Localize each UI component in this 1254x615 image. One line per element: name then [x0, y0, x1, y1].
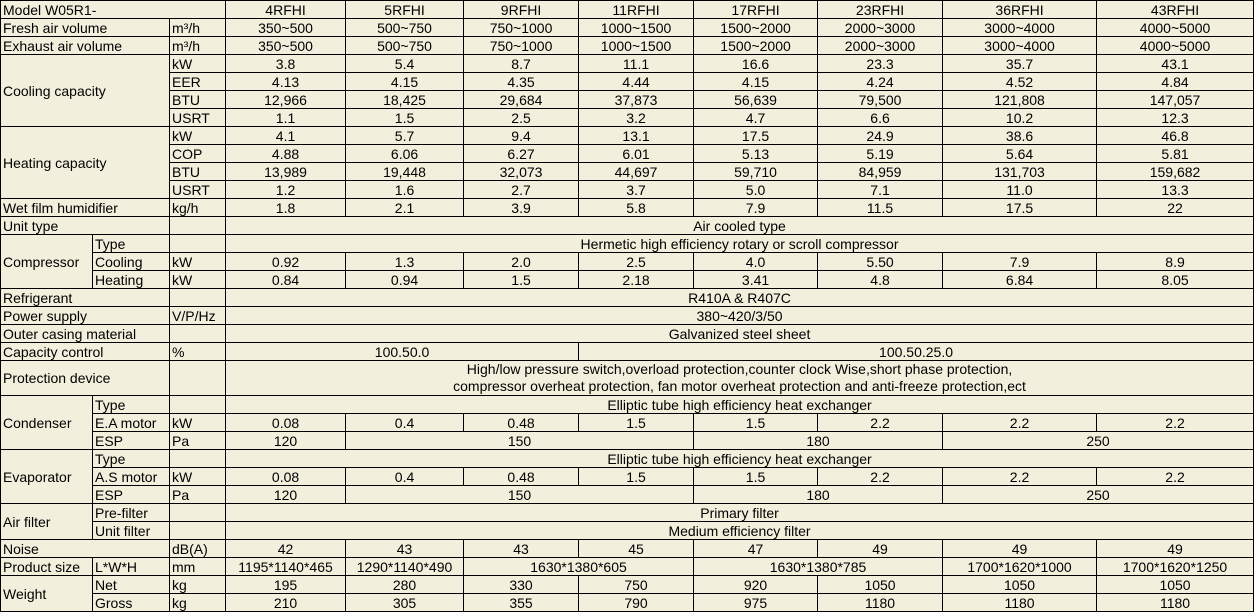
value-cell: 5.4	[346, 55, 464, 73]
value-cell: 1500~2000	[694, 37, 818, 55]
value-cell: 2.5	[579, 253, 694, 271]
value-cell: 1.6	[346, 181, 464, 199]
value-cell: 147,057	[1097, 91, 1254, 109]
value-cell: 6.01	[579, 145, 694, 163]
value-cell: 11.1	[579, 55, 694, 73]
casing-value: Galvanized steel sheet	[226, 325, 1254, 343]
unit-filter-value: Medium efficiency filter	[226, 522, 1254, 540]
sub-label: Cooling	[93, 253, 170, 271]
unit-cell: kW	[170, 55, 226, 73]
fresh-air-row	[1, 19, 1254, 37]
value-cell: 4.88	[226, 145, 346, 163]
sub-label: A.S motor	[93, 468, 170, 486]
unit-cell: m³/h	[170, 19, 226, 37]
value-cell: 23.3	[818, 55, 943, 73]
value-cell: 0.08	[226, 414, 346, 432]
value-cell: 29,684	[464, 91, 579, 109]
capacity-control-label: Capacity control	[1, 343, 170, 361]
value-cell: 150	[346, 486, 694, 504]
unit-cell: m³/h	[170, 37, 226, 55]
value-cell: 0.48	[464, 468, 579, 486]
value-cell: 1500~2000	[694, 19, 818, 37]
value-cell: 5.8	[579, 199, 694, 217]
value-cell: 350~500	[226, 19, 346, 37]
unit-cell: COP	[170, 145, 226, 163]
value-cell: 7.9	[943, 253, 1097, 271]
compressor-heating-row	[1, 271, 1254, 289]
value-cell: 8.7	[464, 55, 579, 73]
value-cell: 500~750	[346, 19, 464, 37]
value-cell: 210	[226, 594, 346, 612]
value-cell: 4.13	[226, 73, 346, 91]
value-cell: 0.84	[226, 271, 346, 289]
value-cell: 7.9	[694, 199, 818, 217]
condenser-label: Condenser	[1, 396, 93, 450]
value-cell: 2.0	[464, 253, 579, 271]
value-cell: 4.44	[579, 73, 694, 91]
cooling-eer-row	[1, 73, 1254, 91]
evaporator-label: Evaporator	[1, 450, 93, 504]
value-cell: 355	[464, 594, 579, 612]
heating-btu-row	[1, 163, 1254, 181]
refrigerant-row	[1, 289, 1254, 307]
weight-label: Weight	[1, 576, 93, 612]
sub-label: L*W*H	[93, 558, 170, 576]
value-cell: 4.24	[818, 73, 943, 91]
value-cell: 1180	[943, 594, 1097, 612]
unit-cell: Pa	[170, 432, 226, 450]
value-cell: 1180	[818, 594, 943, 612]
model-name: 23RFHI	[818, 1, 943, 19]
sub-label: Type	[93, 235, 170, 253]
value-cell: 150	[346, 432, 694, 450]
value-cell: 5.64	[943, 145, 1097, 163]
value-cell: 47	[694, 540, 818, 558]
pre-filter-value: Primary filter	[226, 504, 1254, 522]
value-cell: 44,697	[579, 163, 694, 181]
value-cell: 920	[694, 576, 818, 594]
unit-cell: USRT	[170, 109, 226, 127]
value-cell: 17.5	[943, 199, 1097, 217]
model-row	[1, 1, 1254, 19]
pre-filter-row	[1, 504, 1254, 522]
compressor-type-row	[1, 235, 1254, 253]
value-cell: 1000~1500	[579, 37, 694, 55]
unit-cell: V/P/Hz	[170, 307, 226, 325]
value-cell: 750~1000	[464, 19, 579, 37]
protection-label: Protection device	[1, 361, 170, 396]
value-cell: 2.2	[1097, 414, 1254, 432]
value-cell: 1180	[1097, 594, 1254, 612]
cooling-btu-row	[1, 91, 1254, 109]
value-cell: 11.0	[943, 181, 1097, 199]
value-cell: 1195*1140*465	[226, 558, 346, 576]
sub-label: Type	[93, 396, 170, 414]
value-cell: 3000~4000	[943, 37, 1097, 55]
value-cell: 2000~3000	[818, 37, 943, 55]
value-cell: 120	[226, 432, 346, 450]
value-cell: 750~1000	[464, 37, 579, 55]
value-cell: 13.3	[1097, 181, 1254, 199]
value-cell: 7.1	[818, 181, 943, 199]
value-cell: 4.52	[943, 73, 1097, 91]
value-cell: 250	[943, 486, 1254, 504]
value-cell: 0.94	[346, 271, 464, 289]
fresh-air-label: Fresh air volume	[1, 19, 170, 37]
power-value: 380~420/3/50	[226, 307, 1254, 325]
power-row	[1, 307, 1254, 325]
value-cell: 49	[818, 540, 943, 558]
value-cell: 1.3	[346, 253, 464, 271]
model-name: 43RFHI	[1097, 1, 1254, 19]
value-cell: 49	[943, 540, 1097, 558]
value-cell: 0.4	[346, 414, 464, 432]
exhaust-air-label: Exhaust air volume	[1, 37, 170, 55]
unit-filter-row	[1, 522, 1254, 540]
unit-cell	[170, 450, 226, 468]
casing-row	[1, 325, 1254, 343]
protection-line: compressor overheat protection, fan motor overheat protection and anti-freeze protection,ect	[453, 378, 1026, 394]
value-cell: 37,873	[579, 91, 694, 109]
sub-label: ESP	[93, 486, 170, 504]
value-cell: 4.8	[818, 271, 943, 289]
value-cell: 35.7	[943, 55, 1097, 73]
value-cell: 131,703	[943, 163, 1097, 181]
value-cell: 12,966	[226, 91, 346, 109]
value-cell: 5.13	[694, 145, 818, 163]
unit-cell	[170, 361, 226, 396]
value-cell: 38.6	[943, 127, 1097, 145]
unit-cell	[170, 522, 226, 540]
power-label: Power supply	[1, 307, 170, 325]
unit-cell: kW	[170, 414, 226, 432]
value-cell: 18,425	[346, 91, 464, 109]
value-cell: 84,959	[818, 163, 943, 181]
value-cell: 6.84	[943, 271, 1097, 289]
value-cell: 49	[1097, 540, 1254, 558]
casing-label: Outer casing material	[1, 325, 170, 343]
humidifier-label: Wet film humidifier	[1, 199, 170, 217]
value-cell: 17.5	[694, 127, 818, 145]
value-cell: 13,989	[226, 163, 346, 181]
noise-row	[1, 540, 1254, 558]
value-cell: 1.5	[464, 271, 579, 289]
value-cell: 1050	[818, 576, 943, 594]
value-cell: 1.5	[346, 109, 464, 127]
value-cell: 3.7	[579, 181, 694, 199]
heating-cop-row	[1, 145, 1254, 163]
model-label: Model W05R1-	[1, 1, 226, 19]
value-cell: 6.6	[818, 109, 943, 127]
value-cell: 4.1	[226, 127, 346, 145]
capacity-control-value: 100.50.0	[226, 343, 579, 361]
value-cell: 1.1	[226, 109, 346, 127]
unit-type-row	[1, 217, 1254, 235]
value-cell: 4.15	[694, 73, 818, 91]
value-cell: 280	[346, 576, 464, 594]
value-cell: 43.1	[1097, 55, 1254, 73]
air-filter-label: Air filter	[1, 504, 93, 540]
value-cell: 4.0	[694, 253, 818, 271]
unit-cell: Pa	[170, 486, 226, 504]
sub-label: Gross	[93, 594, 170, 612]
value-cell: 43	[464, 540, 579, 558]
value-cell: 1.5	[694, 468, 818, 486]
value-cell: 2.5	[464, 109, 579, 127]
value-cell: 159,682	[1097, 163, 1254, 181]
value-cell: 43	[346, 540, 464, 558]
value-cell: 5.50	[818, 253, 943, 271]
condenser-type-row	[1, 396, 1254, 414]
unit-cell: EER	[170, 73, 226, 91]
sub-label: Unit filter	[93, 522, 170, 540]
model-name: 5RFHI	[346, 1, 464, 19]
value-cell: 1.5	[579, 414, 694, 432]
unit-cell	[170, 504, 226, 522]
refrigerant-label: Refrigerant	[1, 289, 170, 307]
protection-line: High/low pressure switch,overload protection,counter clock Wise,short phase protection,	[466, 361, 1013, 377]
value-cell: 8.05	[1097, 271, 1254, 289]
unit-cell: kW	[170, 271, 226, 289]
weight-gross-row	[1, 594, 1254, 612]
unit-cell	[170, 235, 226, 253]
capacity-control-value: 100.50.25.0	[579, 343, 1254, 361]
value-cell: 1630*1380*785	[694, 558, 943, 576]
unit-cell: kg	[170, 576, 226, 594]
heating-kw-row	[1, 127, 1254, 145]
model-name: 17RFHI	[694, 1, 818, 19]
value-cell: 250	[943, 432, 1254, 450]
unit-cell: kg	[170, 594, 226, 612]
evaporator-motor-row	[1, 468, 1254, 486]
value-cell: 11.5	[818, 199, 943, 217]
value-cell: 3.41	[694, 271, 818, 289]
value-cell: 5.0	[694, 181, 818, 199]
value-cell: 1.8	[226, 199, 346, 217]
heating-capacity-label: Heating capacity	[1, 127, 170, 199]
weight-net-row	[1, 576, 1254, 594]
value-cell: 5.81	[1097, 145, 1254, 163]
value-cell: 3.9	[464, 199, 579, 217]
value-cell: 4.15	[346, 73, 464, 91]
sub-label: ESP	[93, 432, 170, 450]
model-name: 36RFHI	[943, 1, 1097, 19]
model-name: 9RFHI	[464, 1, 579, 19]
value-cell: 8.9	[1097, 253, 1254, 271]
value-cell: 0.92	[226, 253, 346, 271]
value-cell: 2.2	[1097, 468, 1254, 486]
value-cell: 1630*1380*605	[464, 558, 694, 576]
value-cell: 59,710	[694, 163, 818, 181]
heating-usrt-row	[1, 181, 1254, 199]
value-cell: 1700*1620*1250	[1097, 558, 1254, 576]
unit-cell	[170, 396, 226, 414]
humidifier-row	[1, 199, 1254, 217]
value-cell: 24.9	[818, 127, 943, 145]
value-cell: 4.7	[694, 109, 818, 127]
value-cell: 2.7	[464, 181, 579, 199]
value-cell: 2000~3000	[818, 19, 943, 37]
value-cell: 16.6	[694, 55, 818, 73]
value-cell: 750	[579, 576, 694, 594]
unit-type-value: Air cooled type	[226, 217, 1254, 235]
value-cell: 1000~1500	[579, 19, 694, 37]
sub-label: Pre-filter	[93, 504, 170, 522]
value-cell: 2.2	[818, 468, 943, 486]
sub-label: Type	[93, 450, 170, 468]
value-cell: 2.2	[943, 468, 1097, 486]
noise-label: Noise	[1, 540, 170, 558]
value-cell: 0.08	[226, 468, 346, 486]
value-cell: 10.2	[943, 109, 1097, 127]
value-cell: 1050	[1097, 576, 1254, 594]
product-size-row	[1, 558, 1254, 576]
value-cell: 4.84	[1097, 73, 1254, 91]
condenser-type-value: Elliptic tube high efficiency heat exchanger	[226, 396, 1254, 414]
compressor-label: Compressor	[1, 235, 93, 289]
value-cell: 330	[464, 576, 579, 594]
value-cell: 2.2	[943, 414, 1097, 432]
value-cell: 120	[226, 486, 346, 504]
cooling-usrt-row	[1, 109, 1254, 127]
value-cell: 9.4	[464, 127, 579, 145]
unit-cell: kW	[170, 253, 226, 271]
value-cell: 121,808	[943, 91, 1097, 109]
value-cell: 42	[226, 540, 346, 558]
value-cell: 4000~5000	[1097, 19, 1254, 37]
unit-cell	[170, 217, 226, 235]
value-cell: 180	[694, 486, 943, 504]
compressor-cooling-row	[1, 253, 1254, 271]
value-cell: 0.4	[346, 468, 464, 486]
value-cell: 5.19	[818, 145, 943, 163]
value-cell: 79,500	[818, 91, 943, 109]
condenser-motor-row	[1, 414, 1254, 432]
value-cell: 0.48	[464, 414, 579, 432]
value-cell: 2.1	[346, 199, 464, 217]
value-cell: 350~500	[226, 37, 346, 55]
value-cell: 1050	[943, 576, 1097, 594]
value-cell: 1.5	[694, 414, 818, 432]
capacity-control-row	[1, 343, 1254, 361]
value-cell: 195	[226, 576, 346, 594]
value-cell: 4000~5000	[1097, 37, 1254, 55]
value-cell: 6.27	[464, 145, 579, 163]
value-cell: 1.5	[579, 468, 694, 486]
value-cell: 3.8	[226, 55, 346, 73]
value-cell: 46.8	[1097, 127, 1254, 145]
refrigerant-value: R410A & R407C	[226, 289, 1254, 307]
value-cell: 6.06	[346, 145, 464, 163]
sub-label: Heating	[93, 271, 170, 289]
value-cell: 5.7	[346, 127, 464, 145]
value-cell: 19,448	[346, 163, 464, 181]
unit-cell: kW	[170, 468, 226, 486]
value-cell: 305	[346, 594, 464, 612]
value-cell: 1290*1140*490	[346, 558, 464, 576]
evaporator-type-value: Elliptic tube high efficiency heat exchanger	[226, 450, 1254, 468]
unit-cell: dB(A)	[170, 540, 226, 558]
value-cell: 3000~4000	[943, 19, 1097, 37]
cooling-capacity-label: Cooling capacity	[1, 55, 170, 127]
unit-cell	[170, 289, 226, 307]
exhaust-air-row	[1, 37, 1254, 55]
unit-cell: BTU	[170, 163, 226, 181]
value-cell: 4.35	[464, 73, 579, 91]
cooling-kw-row	[1, 55, 1254, 73]
sub-label: Net	[93, 576, 170, 594]
protection-row	[1, 361, 1254, 396]
value-cell: 975	[694, 594, 818, 612]
unit-cell: kg/h	[170, 199, 226, 217]
value-cell: 12.3	[1097, 109, 1254, 127]
unit-type-label: Unit type	[1, 217, 170, 235]
condenser-esp-row	[1, 432, 1254, 450]
value-cell: 1.2	[226, 181, 346, 199]
protection-value	[226, 361, 1254, 396]
evaporator-type-row	[1, 450, 1254, 468]
value-cell: 790	[579, 594, 694, 612]
value-cell: 180	[694, 432, 943, 450]
value-cell: 56,639	[694, 91, 818, 109]
value-cell: 45	[579, 540, 694, 558]
value-cell: 2.2	[818, 414, 943, 432]
value-cell: 1700*1620*1000	[943, 558, 1097, 576]
unit-cell: USRT	[170, 181, 226, 199]
compressor-type-value: Hermetic high efficiency rotary or scroll compressor	[226, 235, 1254, 253]
value-cell: 2.18	[579, 271, 694, 289]
product-size-label: Product size	[1, 558, 93, 576]
value-cell: 3.2	[579, 109, 694, 127]
unit-cell: mm	[170, 558, 226, 576]
value-cell: 32,073	[464, 163, 579, 181]
value-cell: 500~750	[346, 37, 464, 55]
unit-cell: kW	[170, 127, 226, 145]
unit-cell: BTU	[170, 91, 226, 109]
model-name: 11RFHI	[579, 1, 694, 19]
unit-cell	[170, 325, 226, 343]
model-name: 4RFHI	[226, 1, 346, 19]
value-cell: 22	[1097, 199, 1254, 217]
sub-label: E.A motor	[93, 414, 170, 432]
value-cell: 13.1	[579, 127, 694, 145]
evaporator-esp-row	[1, 486, 1254, 504]
unit-cell: %	[170, 343, 226, 361]
